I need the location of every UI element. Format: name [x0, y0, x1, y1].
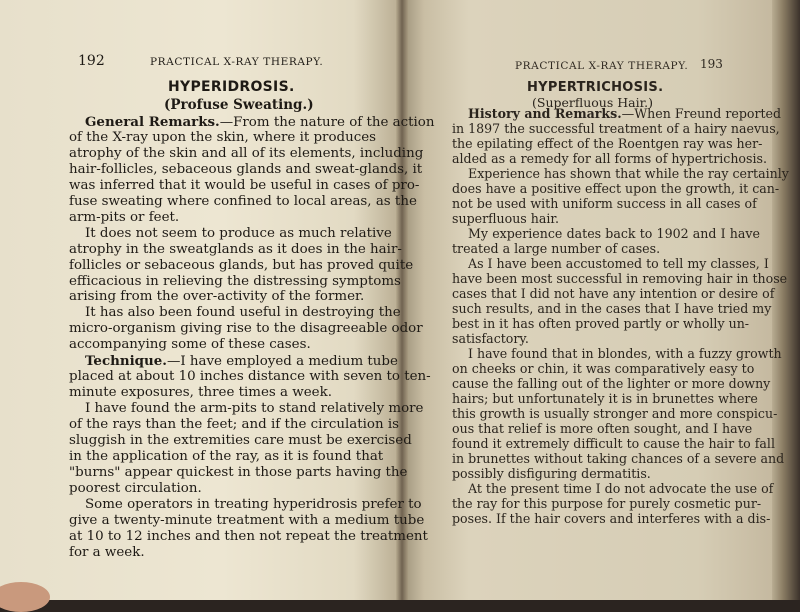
line-text: fuse sweating where confined to local areas, as the — [69, 193, 417, 209]
line-text: cases that I did not have any intention or desire of — [452, 286, 775, 301]
run-in-heading: History and Remarks. — [468, 106, 622, 121]
line-text: It does not seem to produce as much relative — [85, 225, 392, 241]
text-line — [69, 528, 428, 544]
line-text: I have found that in blondes, with a fuzzy growth — [468, 346, 782, 361]
right-running-head: PRACTICAL X-RAY THERAPY. — [515, 60, 689, 72]
text-line — [452, 151, 767, 166]
line-text: "burns" appear quickest in those parts having the — [69, 464, 408, 480]
text-line — [452, 451, 785, 466]
text-line — [452, 196, 757, 211]
line-text: ous that relief is more often sought, and I have — [452, 421, 753, 436]
line-text: efficacious in relieving the distressing symptoms — [69, 273, 401, 289]
line-text: —I have employed a medium tube — [166, 354, 398, 370]
line-text: atrophy in the sweatglands as it does in the hair- — [69, 241, 402, 257]
text-line — [452, 271, 788, 286]
line-text: does have a positive effect upon the growth, it can- — [452, 181, 780, 196]
text-line — [69, 369, 431, 385]
line-text: —From the nature of the action — [219, 115, 435, 130]
text-line — [452, 316, 750, 331]
line-text: It has also been found useful in destroying the — [85, 305, 401, 321]
text-line — [69, 241, 402, 257]
text-line — [69, 337, 369, 352]
text-line — [69, 193, 417, 209]
text-line — [69, 448, 384, 464]
text-line — [69, 417, 399, 433]
line-text: of the rays than the feet; and if the circulation is — [69, 417, 399, 433]
line-text: —When Freund reported — [621, 106, 782, 121]
text-line — [69, 305, 401, 321]
line-text: atrophy of the skin and all of its elements, including — [69, 145, 424, 161]
line-text: satisfactory. — [452, 331, 529, 346]
text-line — [69, 496, 422, 512]
text-line — [69, 114, 435, 130]
line-text: minute exposures, three times a week. — [69, 385, 332, 401]
line-text: of the X-ray upon the skin, where it produces — [69, 129, 377, 145]
text-line — [452, 301, 772, 316]
line-text: on cheeks or chin, it was comparatively easy to — [452, 361, 755, 376]
right-page-number: 193 — [700, 57, 723, 71]
line-text: poses. If the hair covers and interferes with a dis- — [452, 511, 771, 526]
line-text: have been most successful in removing hair in those — [452, 271, 788, 286]
line-text: hair-follicles, sebaceous glands and sweat-glands, it — [69, 161, 423, 177]
line-text: poorest circulation. — [69, 480, 202, 496]
line-text: My experience dates back to 1902 and I have — [468, 226, 760, 241]
text-line — [69, 177, 420, 193]
line-text: give a twenty-minute treatment with a medium tube — [69, 512, 425, 528]
text-line — [69, 129, 377, 145]
text-line — [452, 436, 775, 451]
text-line — [452, 391, 758, 406]
line-text: the epilating effect of the Roentgen ray was her- — [452, 136, 763, 151]
page-edges — [772, 0, 800, 600]
line-text: hairs; but unfortunately it is in brunettes where — [452, 391, 758, 406]
line-text: found it extremely difficult to cause the hair to fall — [452, 436, 775, 451]
line-text: follicles or sebaceous glands, but has proved quite — [69, 257, 414, 273]
line-text: in 1897 the successful treatment of a hairy naevus, — [452, 121, 780, 136]
line-text: arising from the over-activity of the former. — [69, 289, 365, 305]
line-text: the ray for this purpose for purely cosmetic pur- — [452, 496, 762, 511]
line-text: for a week. — [69, 544, 145, 560]
text-line — [452, 166, 789, 181]
run-in-heading: General Remarks. — [85, 114, 220, 130]
text-line — [452, 106, 782, 121]
line-text: in brunettes without taking chances of a severe and — [452, 451, 785, 466]
line-text: this growth is usually stronger and more conspicu- — [452, 406, 778, 421]
text-line — [69, 210, 369, 225]
line-text: in the application of the ray, as it is found that — [69, 448, 384, 464]
run-in-heading: Technique. — [85, 353, 167, 370]
text-line — [69, 433, 412, 448]
text-line — [452, 481, 774, 496]
left-page-number: 192 — [78, 53, 105, 69]
text-line — [452, 406, 778, 421]
right-page-title: HYPERTRICHOSIS. — [527, 80, 664, 95]
line-text: at 10 to 12 inches and then not repeat the treatment — [69, 528, 428, 544]
right-page-subtitle: (Superfluous Hair.) — [532, 95, 654, 110]
line-text: alded as a remedy for all forms of hypertrichosis. — [452, 151, 767, 166]
line-text: At the present time I do not advocate the use of — [468, 481, 774, 496]
text-line — [69, 273, 401, 289]
text-line — [452, 361, 755, 376]
line-text: placed at about 10 inches distance with seven to ten- — [69, 369, 431, 385]
line-text: cause the falling out of the lighter or more downy — [452, 376, 771, 391]
text-line — [452, 511, 771, 526]
text-line — [452, 466, 744, 481]
text-line — [452, 241, 744, 256]
text-line — [69, 481, 369, 496]
left-page-title: HYPERIDROSIS. — [168, 79, 295, 95]
text-line — [452, 421, 753, 436]
line-text: superfluous hair. — [452, 211, 560, 226]
thumb — [0, 582, 50, 612]
line-text: not be used with uniform success in all cases of — [452, 196, 757, 211]
line-text: possibly disfiguring dermatitis. — [452, 466, 651, 481]
line-text: I have found the arm-pits to stand relatively more — [85, 401, 424, 417]
text-line — [69, 257, 414, 273]
text-line — [452, 211, 744, 226]
line-text: such results, and in the cases that I have tried my — [452, 301, 772, 316]
text-line — [452, 496, 762, 511]
text-line — [69, 353, 398, 370]
text-line — [452, 346, 782, 361]
line-text: Some operators in treating hyperidrosis prefer to — [85, 496, 422, 512]
left-page-subtitle: (Profuse Sweating.) — [164, 97, 314, 113]
text-line — [452, 226, 760, 241]
text-line — [69, 289, 369, 304]
text-line — [452, 256, 769, 271]
text-line — [452, 136, 763, 151]
text-line — [69, 512, 425, 528]
line-text: micro-organism giving rise to the disagreeable odor — [69, 321, 423, 337]
text-line — [69, 464, 408, 480]
text-line — [69, 385, 369, 400]
text-line — [69, 161, 423, 177]
line-text: best in it has often proved partly or wholly un- — [452, 316, 750, 331]
text-line — [69, 401, 424, 417]
line-text: As I have been accustomed to tell my classes, I — [468, 256, 769, 271]
line-text: accompanying some of these cases. — [69, 337, 311, 353]
line-text: sluggish in the extremities care must be exercised — [69, 433, 412, 448]
text-line — [452, 286, 775, 301]
line-text: arm-pits or feet. — [69, 209, 180, 225]
text-line — [69, 321, 423, 337]
line-text: was inferred that it would be useful in cases of pro- — [69, 177, 420, 193]
text-line — [69, 545, 369, 560]
text-line — [452, 121, 780, 136]
text-line — [452, 331, 744, 346]
line-text: treated a large number of cases. — [452, 241, 661, 256]
text-line — [452, 376, 771, 391]
line-text: Experience has shown that while the ray certainly — [468, 166, 789, 181]
text-line — [69, 145, 424, 161]
left-running-head: PRACTICAL X-RAY THERAPY. — [150, 56, 324, 68]
text-line — [69, 225, 392, 241]
text-line — [452, 181, 780, 196]
